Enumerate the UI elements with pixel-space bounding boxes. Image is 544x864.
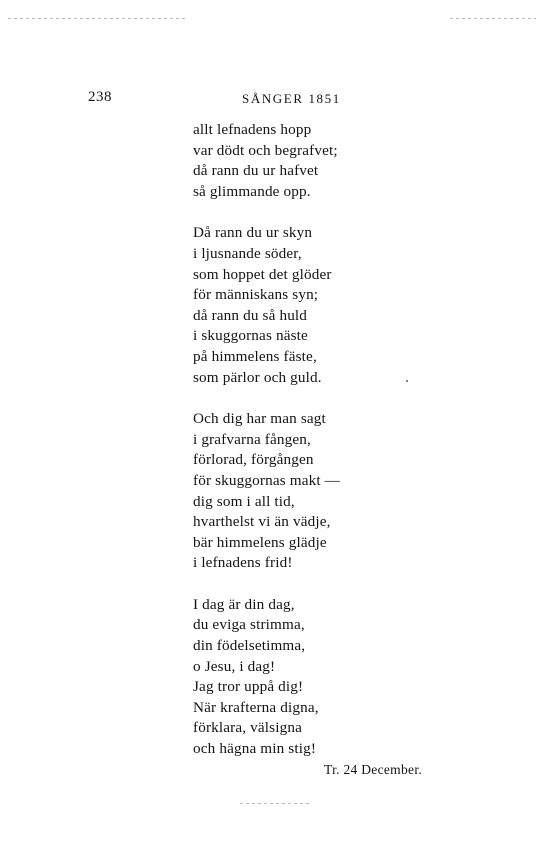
poem-line: så glimmande opp. xyxy=(193,182,311,200)
poem-line: När krafterna digna, xyxy=(193,698,319,716)
stanza-2 xyxy=(193,223,453,388)
poem-line: då rann du ur hafvet xyxy=(193,162,319,180)
poem-line: dig som i all tid, xyxy=(193,492,295,510)
poem-line: o Jesu, i dag! xyxy=(193,657,276,675)
poem-line: som hoppet det glöder xyxy=(193,265,332,283)
page-number: 238 xyxy=(88,89,112,105)
poem-line: som pärlor och guld. xyxy=(193,368,322,386)
poem-line: Och dig har man sagt xyxy=(193,410,326,428)
poem-line: i ljusnande söder, xyxy=(193,244,302,262)
poem-line: förklara, välsigna xyxy=(193,719,302,737)
poem-line: då rann du så huld xyxy=(193,306,308,324)
poem-line: för skuggornas makt — xyxy=(193,471,340,489)
poem-line: bär himmelens glädje xyxy=(193,533,327,551)
scan-artifact-top-right xyxy=(450,18,536,19)
poem-line: din födelsetimma, xyxy=(193,637,306,655)
poem-line: på himmelens fäste, xyxy=(193,347,317,365)
scan-artifact-bottom xyxy=(240,803,310,804)
scan-artifact-top-left xyxy=(8,18,188,19)
stanza-1 xyxy=(193,120,453,202)
poem-line: allt lefnadens hopp xyxy=(193,121,312,138)
poem-line: i grafvarna fången, xyxy=(193,430,311,448)
poem-line: för människans syn; xyxy=(193,286,319,304)
running-title: SÅNGER 1851 xyxy=(242,91,341,106)
poem-line: hvarthelst vi än vädje, xyxy=(193,513,331,531)
poem-line: du eviga strimma, xyxy=(193,616,305,634)
poem-line: var dödt och begrafvet; xyxy=(193,141,338,159)
poem-body xyxy=(193,120,453,781)
poem-line: i lefnadens frid! xyxy=(193,554,293,572)
poem-line: och hägna min stig! xyxy=(193,740,317,758)
dateline: Tr. 24 December. xyxy=(324,762,423,777)
stanza-3 xyxy=(193,409,453,574)
stanza-4 xyxy=(193,595,453,760)
poem-line: i skuggornas näste xyxy=(193,327,308,345)
poem-line: I dag är din dag, xyxy=(193,595,295,613)
poem-line: förlorad, förgången xyxy=(193,451,314,469)
poem-line: Jag tror uppå dig! xyxy=(193,678,304,696)
poem-line: Då rann du ur skyn xyxy=(193,224,313,242)
